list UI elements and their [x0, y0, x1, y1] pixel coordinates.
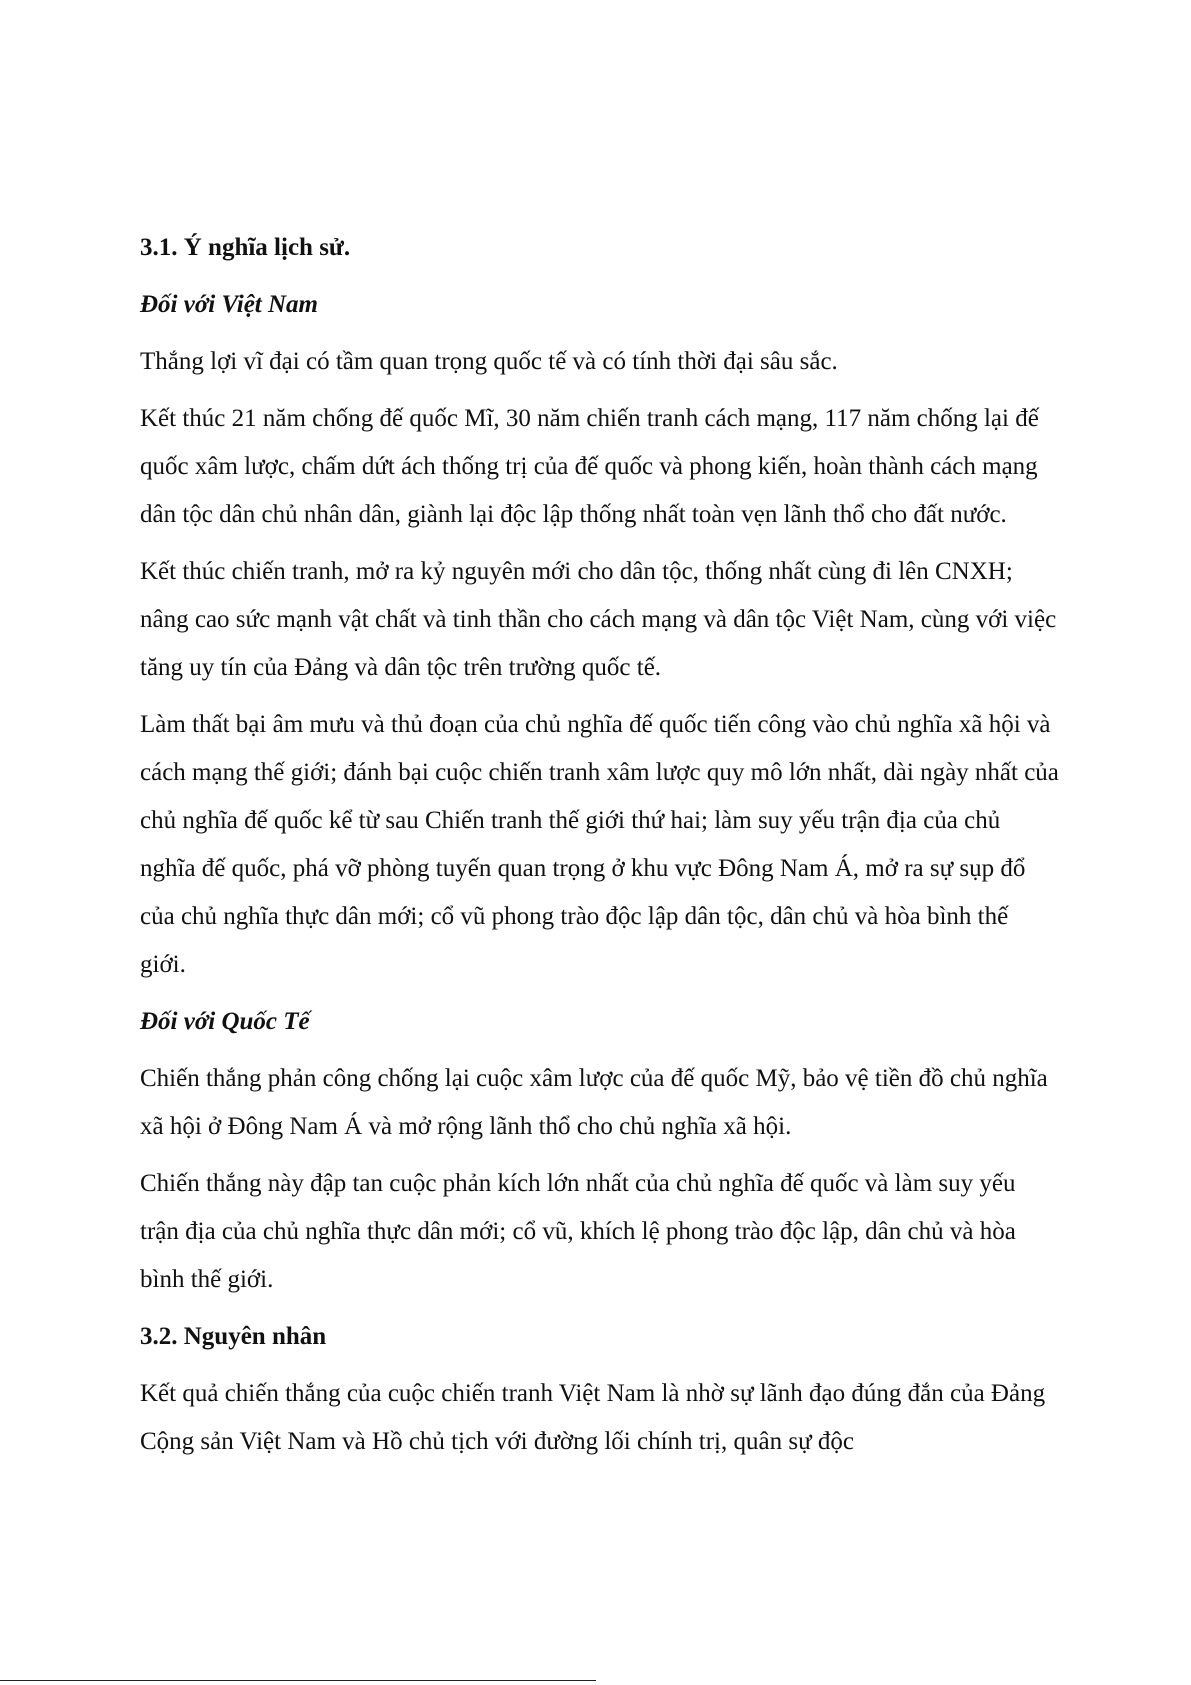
subheading-international: Đối với Quốc Tế: [140, 1008, 310, 1035]
document-page: [140, 224, 1060, 1475]
paragraph: Kết thúc 21 năm chống đế quốc Mĩ, 30 năm chiến tranh cách mạng, 117 năm chống lại đế quốc xâm lược, chấm dứt ách thống trị của đế quốc và phong kiến, hoàn thành cách mạng dân tộc dân chủ nhân dân, giành lại độc lập thống nhất toàn vẹn lãnh thổ cho đất nước.: [140, 405, 1039, 528]
paragraph: Chiến thắng phản công chống lại cuộc xâm lược của đế quốc Mỹ, bảo vệ tiền đồ chủ nghĩa xã hội ở Đông Nam Á và mở rộng lãnh thổ cho chủ nghĩa xã hội.: [140, 1065, 1048, 1140]
paragraph: Kết thúc chiến tranh, mở ra kỷ nguyên mới cho dân tộc, thống nhất cùng đi lên CNXH; nâng cao sức mạnh vật chất và tinh thần cho cách mạng và dân tộc Việt Nam, cùng với việc tăng uy tín của Đảng và dân tộc trên trường quốc tế.: [140, 558, 1057, 681]
section-heading-3-2: 3.2. Nguyên nhân: [140, 1323, 327, 1350]
paragraph: Chiến thắng này đập tan cuộc phản kích lớn nhất của chủ nghĩa đế quốc và làm suy yếu trận địa của chủ nghĩa thực dân mới; cổ vũ, khích lệ phong trào độc lập, dân chủ và hòa bình thế giới.: [140, 1170, 1016, 1293]
subheading-vietnam: Đối với Việt Nam: [140, 291, 318, 318]
paragraph: Thắng lợi vĩ đại có tầm quan trọng quốc tế và có tính thời đại sâu sắc.: [140, 348, 838, 375]
section-heading-3-1: 3.1. Ý nghĩa lịch sử.: [140, 234, 351, 261]
paragraph: Kết quả chiến thắng của cuộc chiến tranh Việt Nam là nhờ sự lãnh đạo đúng đắn của Đảng Cộng sản Việt Nam và Hồ chủ tịch với đường lối chính trị, quân sự độc: [140, 1380, 1046, 1455]
paragraph: Làm thất bại âm mưu và thủ đoạn của chủ nghĩa đế quốc tiến công vào chủ nghĩa xã hội và cách mạng thế giới; đánh bại cuộc chiến tranh xâm lược quy mô lớn nhất, dài ngày nhất của chủ nghĩa đế quốc kể từ sau Chiến tranh thế giới thứ hai; làm suy yếu trận địa của chủ nghĩa đế quốc, phá vỡ phòng tuyến quan trọng ở khu vực Đông Nam Á, mở ra sự sụp đổ của chủ nghĩa thực dân mới; cổ vũ phong trào độc lập dân tộc, dân chủ và hòa bình thế giới.: [140, 711, 1059, 978]
footer-divider: [0, 1680, 596, 1681]
